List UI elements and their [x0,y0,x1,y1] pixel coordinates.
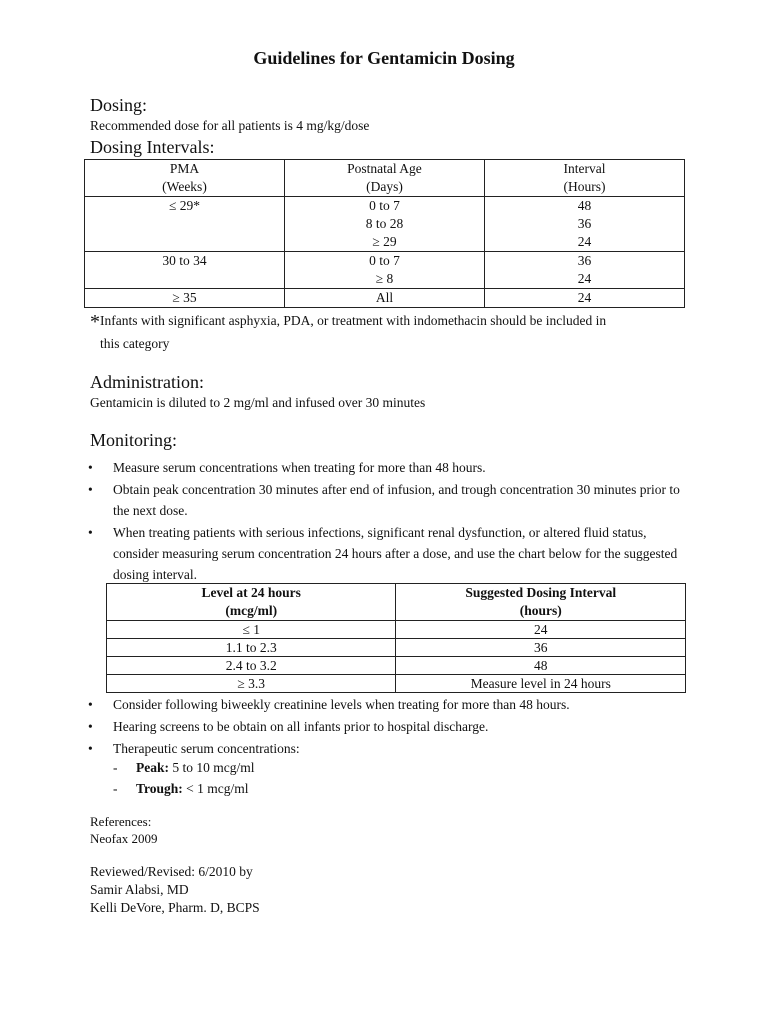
cell-interval: 48 36 24 [485,197,685,252]
cell-pma: ≥ 35 [85,289,285,308]
footnote-line-1: Infants with significant asphyxia, PDA, or treatment with indomethacin should be included in [100,313,607,328]
cell-level: 2.4 to 3.2 [107,657,396,675]
list-item: • Hearing screens to be obtain on all infants prior to hospital discharge. [88,716,688,737]
cell-pma: 30 to 34 [85,252,285,289]
reference-item: Neofax 2009 [90,831,158,846]
table-row [107,657,686,675]
monitoring-heading: Monitoring: [90,430,178,450]
cell-age: 0 to 7 8 to 28 ≥ 29 [284,197,484,252]
list-item: • Consider following biweekly creatinine levels when treating for more than 48 hours. [88,694,688,715]
administration-text: Gentamicin is diluted to 2 mg/ml and infused over 30 minutes [90,395,426,410]
table-row [107,675,686,693]
table-row [85,252,685,289]
cell-level: ≤ 1 [107,621,396,639]
cell-age: All [284,289,484,308]
dosing-text: Recommended dose for all patients is 4 mg/kg/dose [90,118,370,133]
cell-interval: Measure level in 24 hours [396,675,686,693]
header-suggested-interval: Suggested Dosing Interval (hours) [396,584,686,621]
peak-value: 5 to 10 mcg/ml [169,760,255,775]
reviewer-name: Kelli DeVore, Pharm. D, BCPS [90,900,260,915]
cell-interval: 36 24 [485,252,685,289]
trough-label: Trough: [136,781,183,796]
reviewer-name: Samir Alabsi, MD [90,882,189,897]
page-title: Guidelines for Gentamicin Dosing [253,48,515,68]
dosing-heading: Dosing: [90,95,148,115]
cell-interval: 24 [485,289,685,308]
list-item: • Measure serum concentrations when treating for more than 48 hours. [88,457,688,478]
table-row [107,621,686,639]
table-row [107,639,686,657]
list-item: • When treating patients with serious infections, significant renal dysfunction, or altered fluid status, consider measuring serum concentration 24 hours after a dose, and use the chart below for the suggested dosing interval. [88,522,688,585]
cell-level: 1.1 to 2.3 [107,639,396,657]
footnote-asterisk: * [90,311,100,333]
peak-line: - Peak: 5 to 10 mcg/ml [113,760,255,775]
cell-pma: ≤ 29* [85,197,285,252]
intervals-heading: Dosing Intervals: [90,137,215,157]
cell-interval: 48 [396,657,686,675]
references [90,813,158,847]
header-level: Level at 24 hours (mcg/ml) [107,584,396,621]
header-pma: PMA (Weeks) [85,160,285,197]
dosing-interval-table [84,159,685,308]
review-line: Reviewed/Revised: 6/2010 by [90,864,253,879]
footnote-line-2: this category [100,336,170,351]
table-header-row [107,584,686,621]
cell-interval: 24 [396,621,686,639]
list-item: • Obtain peak concentration 30 minutes after end of infusion, and trough concentration 30 minutes prior to the next dose. [88,479,688,521]
level-interval-table [106,583,686,693]
administration-heading: Administration: [90,372,204,392]
trough-value: < 1 mcg/ml [182,781,249,796]
references-heading: References: [90,814,152,829]
monitoring-list-continued [88,694,688,759]
cell-interval: 36 [396,639,686,657]
cell-age: 0 to 7 ≥ 8 [284,252,484,289]
monitoring-list [88,457,688,585]
peak-label: Peak: [136,760,169,775]
header-postnatal-age: Postnatal Age (Days) [284,160,484,197]
table-header-row [85,160,685,197]
table-row [85,289,685,308]
header-interval: Interval (Hours) [485,160,685,197]
list-item: • Therapeutic serum concentrations: [88,738,688,759]
review-block [90,863,260,917]
footnote [90,310,690,355]
cell-level: ≥ 3.3 [107,675,396,693]
table-row [85,197,685,252]
trough-line: - Trough: < 1 mcg/ml [113,781,249,796]
